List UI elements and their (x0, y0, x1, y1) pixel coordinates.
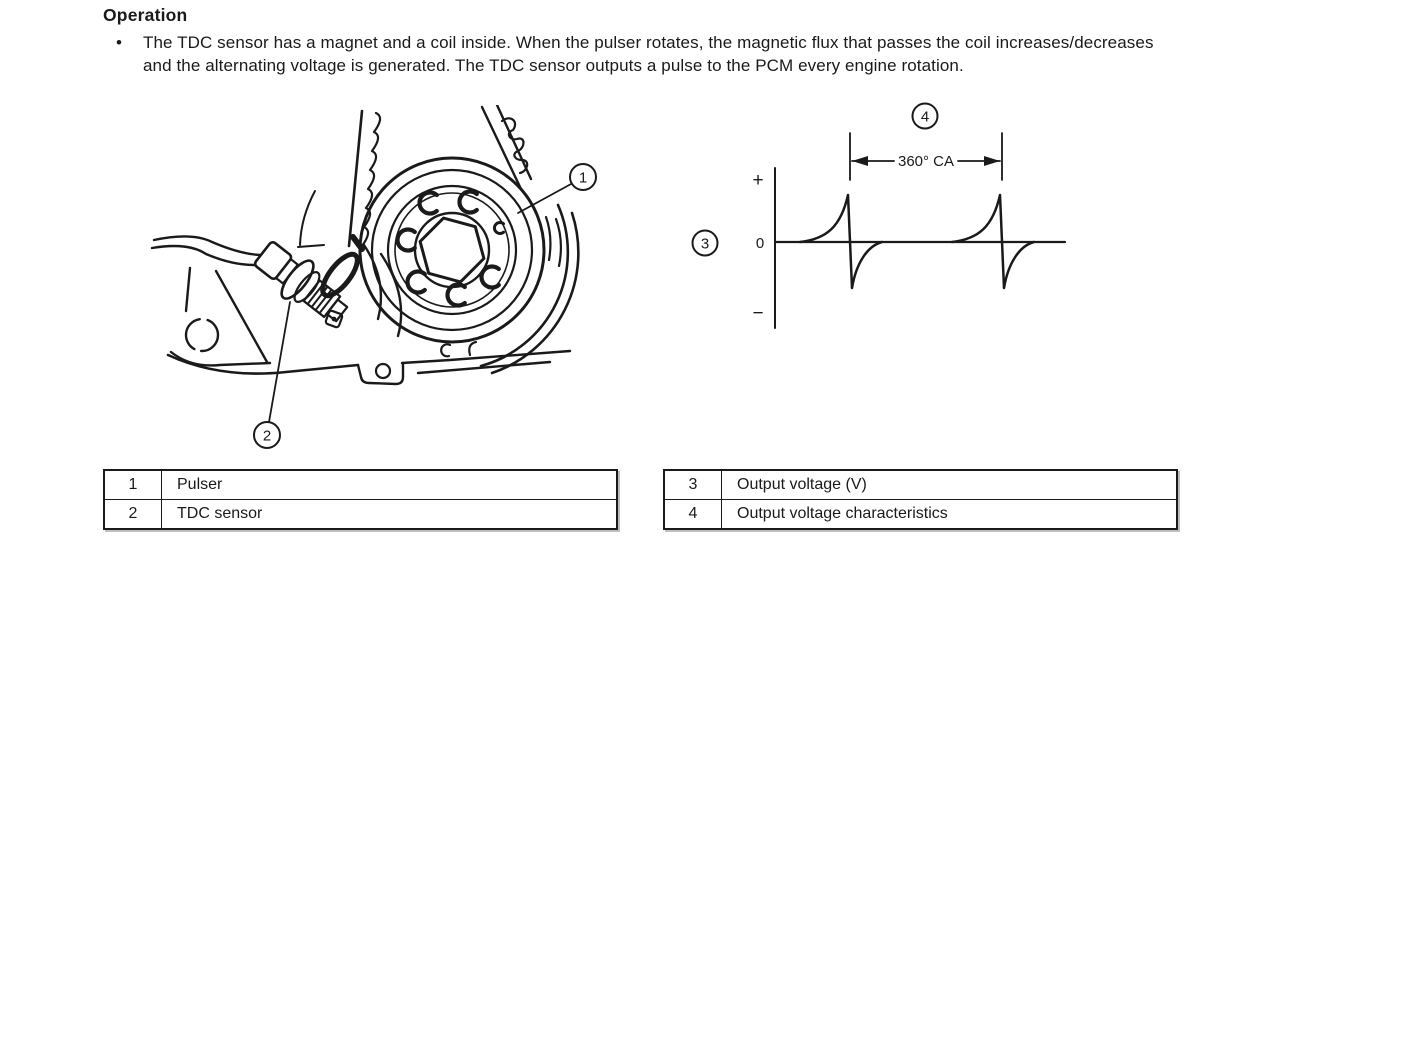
timing-belt (298, 111, 380, 249)
section-heading: Operation (103, 5, 188, 25)
legend-label-cell: Pulser (162, 470, 618, 500)
engine-block-outline (168, 245, 570, 384)
legend-index-cell: 2 (104, 500, 162, 530)
callout-3-number: 3 (700, 235, 710, 253)
legend-index-cell: 1 (104, 470, 162, 500)
callout-1-number: 1 (578, 169, 588, 187)
waveform-svg (680, 100, 1080, 335)
engine-diagram (150, 105, 625, 455)
y-axis-zero-label: 0 (755, 235, 765, 252)
legend-label-cell: Output voltage (V) (722, 470, 1178, 500)
legend-row (664, 500, 1177, 530)
tdc-sensor (249, 234, 364, 332)
waveform-diagram (680, 100, 1080, 335)
arrow-left-icon (852, 156, 868, 166)
sensor-wires (152, 236, 260, 265)
callout-2 (254, 302, 290, 448)
callout-1-leader (518, 184, 571, 213)
legend-table-left (103, 469, 618, 530)
arrow-right-icon (984, 156, 1000, 166)
legend-row (104, 470, 617, 500)
bullet-icon: • (116, 33, 122, 52)
legend-index-cell: 4 (664, 500, 722, 530)
legend-label-cell: TDC sensor (162, 500, 618, 530)
legend-index-cell: 3 (664, 470, 722, 500)
legend-table-right (663, 469, 1178, 530)
y-axis-minus-label: − (752, 303, 764, 324)
dimension-label: 360° CA (897, 153, 955, 170)
legend-row (664, 470, 1177, 500)
legend-label-cell: Output voltage characteristics (722, 500, 1178, 530)
engine-diagram-svg (150, 105, 625, 455)
operation-bullet-item (116, 31, 1161, 77)
pulser-wheel (360, 158, 578, 373)
callout-4-number: 4 (920, 108, 930, 126)
legend-row (104, 500, 617, 530)
crank-bolt-hexagon (420, 218, 484, 282)
operation-text: The TDC sensor has a magnet and a coil inside. When the pulser rotates, the magnetic flux that passes the coil increases/decreases and the alternating voltage is generated. The TDC sensor outputs a pulse to the PCM every engine rotation. (143, 33, 1154, 75)
callout-2-number: 2 (262, 427, 272, 445)
y-axis-plus-label: + (752, 170, 764, 191)
callout-2-leader (269, 302, 290, 422)
